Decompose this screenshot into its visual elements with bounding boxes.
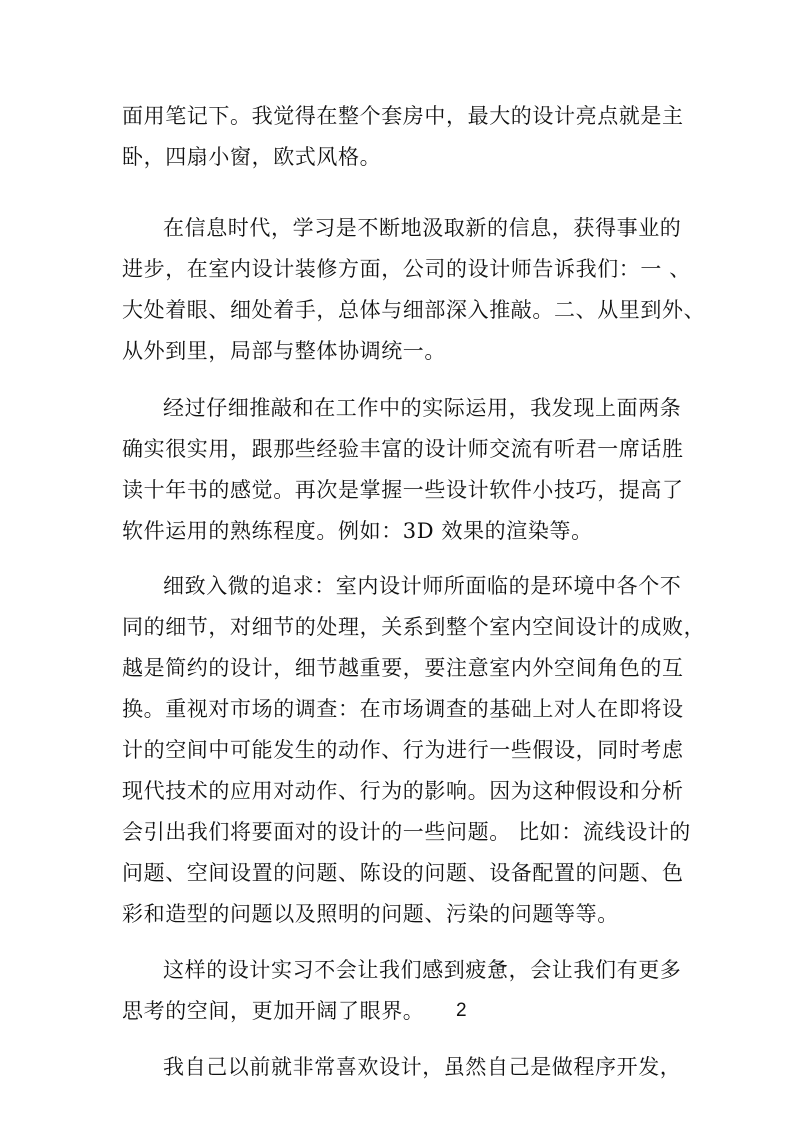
text-line: 会引出我们将要面对的设计的一些问题。 比如：流线设计的 (122, 820, 691, 844)
text-line: 换。重视对市场的调查：在市场调查的基础上对人在即将设 (122, 697, 684, 721)
text-line: 软件运用的熟练程度。例如：3D 效果的渲染等。 (122, 519, 593, 543)
text-line: 从外到里，局部与整体协调统一。 (122, 339, 446, 363)
text-line: 卧，四扇小窗，欧式风格。 (122, 145, 382, 169)
text-line: 现代技术的应用对动作、行为的影响。因为这种假设和分析 (122, 779, 684, 803)
text-line: 确实很实用，跟那些经验丰富的设计师交流有听君一席话胜 (122, 437, 684, 461)
text-line: 计的空间中可能发生的动作、行为进行一些假设，同时考虑 (122, 738, 684, 762)
text-line: 细致入微的追求：室内设计师所面临的是环境中各个不 (163, 574, 682, 598)
text-line: 我自己以前就非常喜欢设计，虽然自己是做程序开发， (163, 1055, 682, 1079)
text-line: 大处着眼、细处着手，总体与细部深入推敲。二、从里到外、 (122, 298, 706, 322)
text-line: 彩和造型的问题以及照明的问题、污染的问题等等。 (122, 902, 619, 926)
text-line: 问题、空间设置的问题、陈设的问题、设备配置的问题、色 (122, 861, 684, 885)
text-line: 经过仔细推敲和在工作中的实际运用，我发现上面两条 (163, 396, 682, 420)
text-line: 读十年书的感觉。再次是掌握一些设计软件小技巧，提高了 (122, 478, 684, 502)
text-line: 在信息时代，学习是不断地汲取新的信息，获得事业的 (163, 216, 682, 240)
text-line: 思考的空间，更加开阔了眼界。 (122, 999, 425, 1023)
text-line: 这样的设计实习不会让我们感到疲惫，会让我们有更多 (163, 958, 682, 982)
text-line: 越是简约的设计，细节越重要，要注意室内外空间角色的互 (122, 656, 684, 680)
text-line: 同的细节，对细节的处理，关系到整个室内空间设计的成败， (122, 615, 706, 639)
page-number: 2 (456, 1000, 467, 1021)
text-line: 面用笔记下。我觉得在整个套房中，最大的设计亮点就是主 (122, 104, 684, 128)
text-line: 进步，在室内设计装修方面，公司的设计师告诉我们：一 、 (122, 257, 691, 281)
